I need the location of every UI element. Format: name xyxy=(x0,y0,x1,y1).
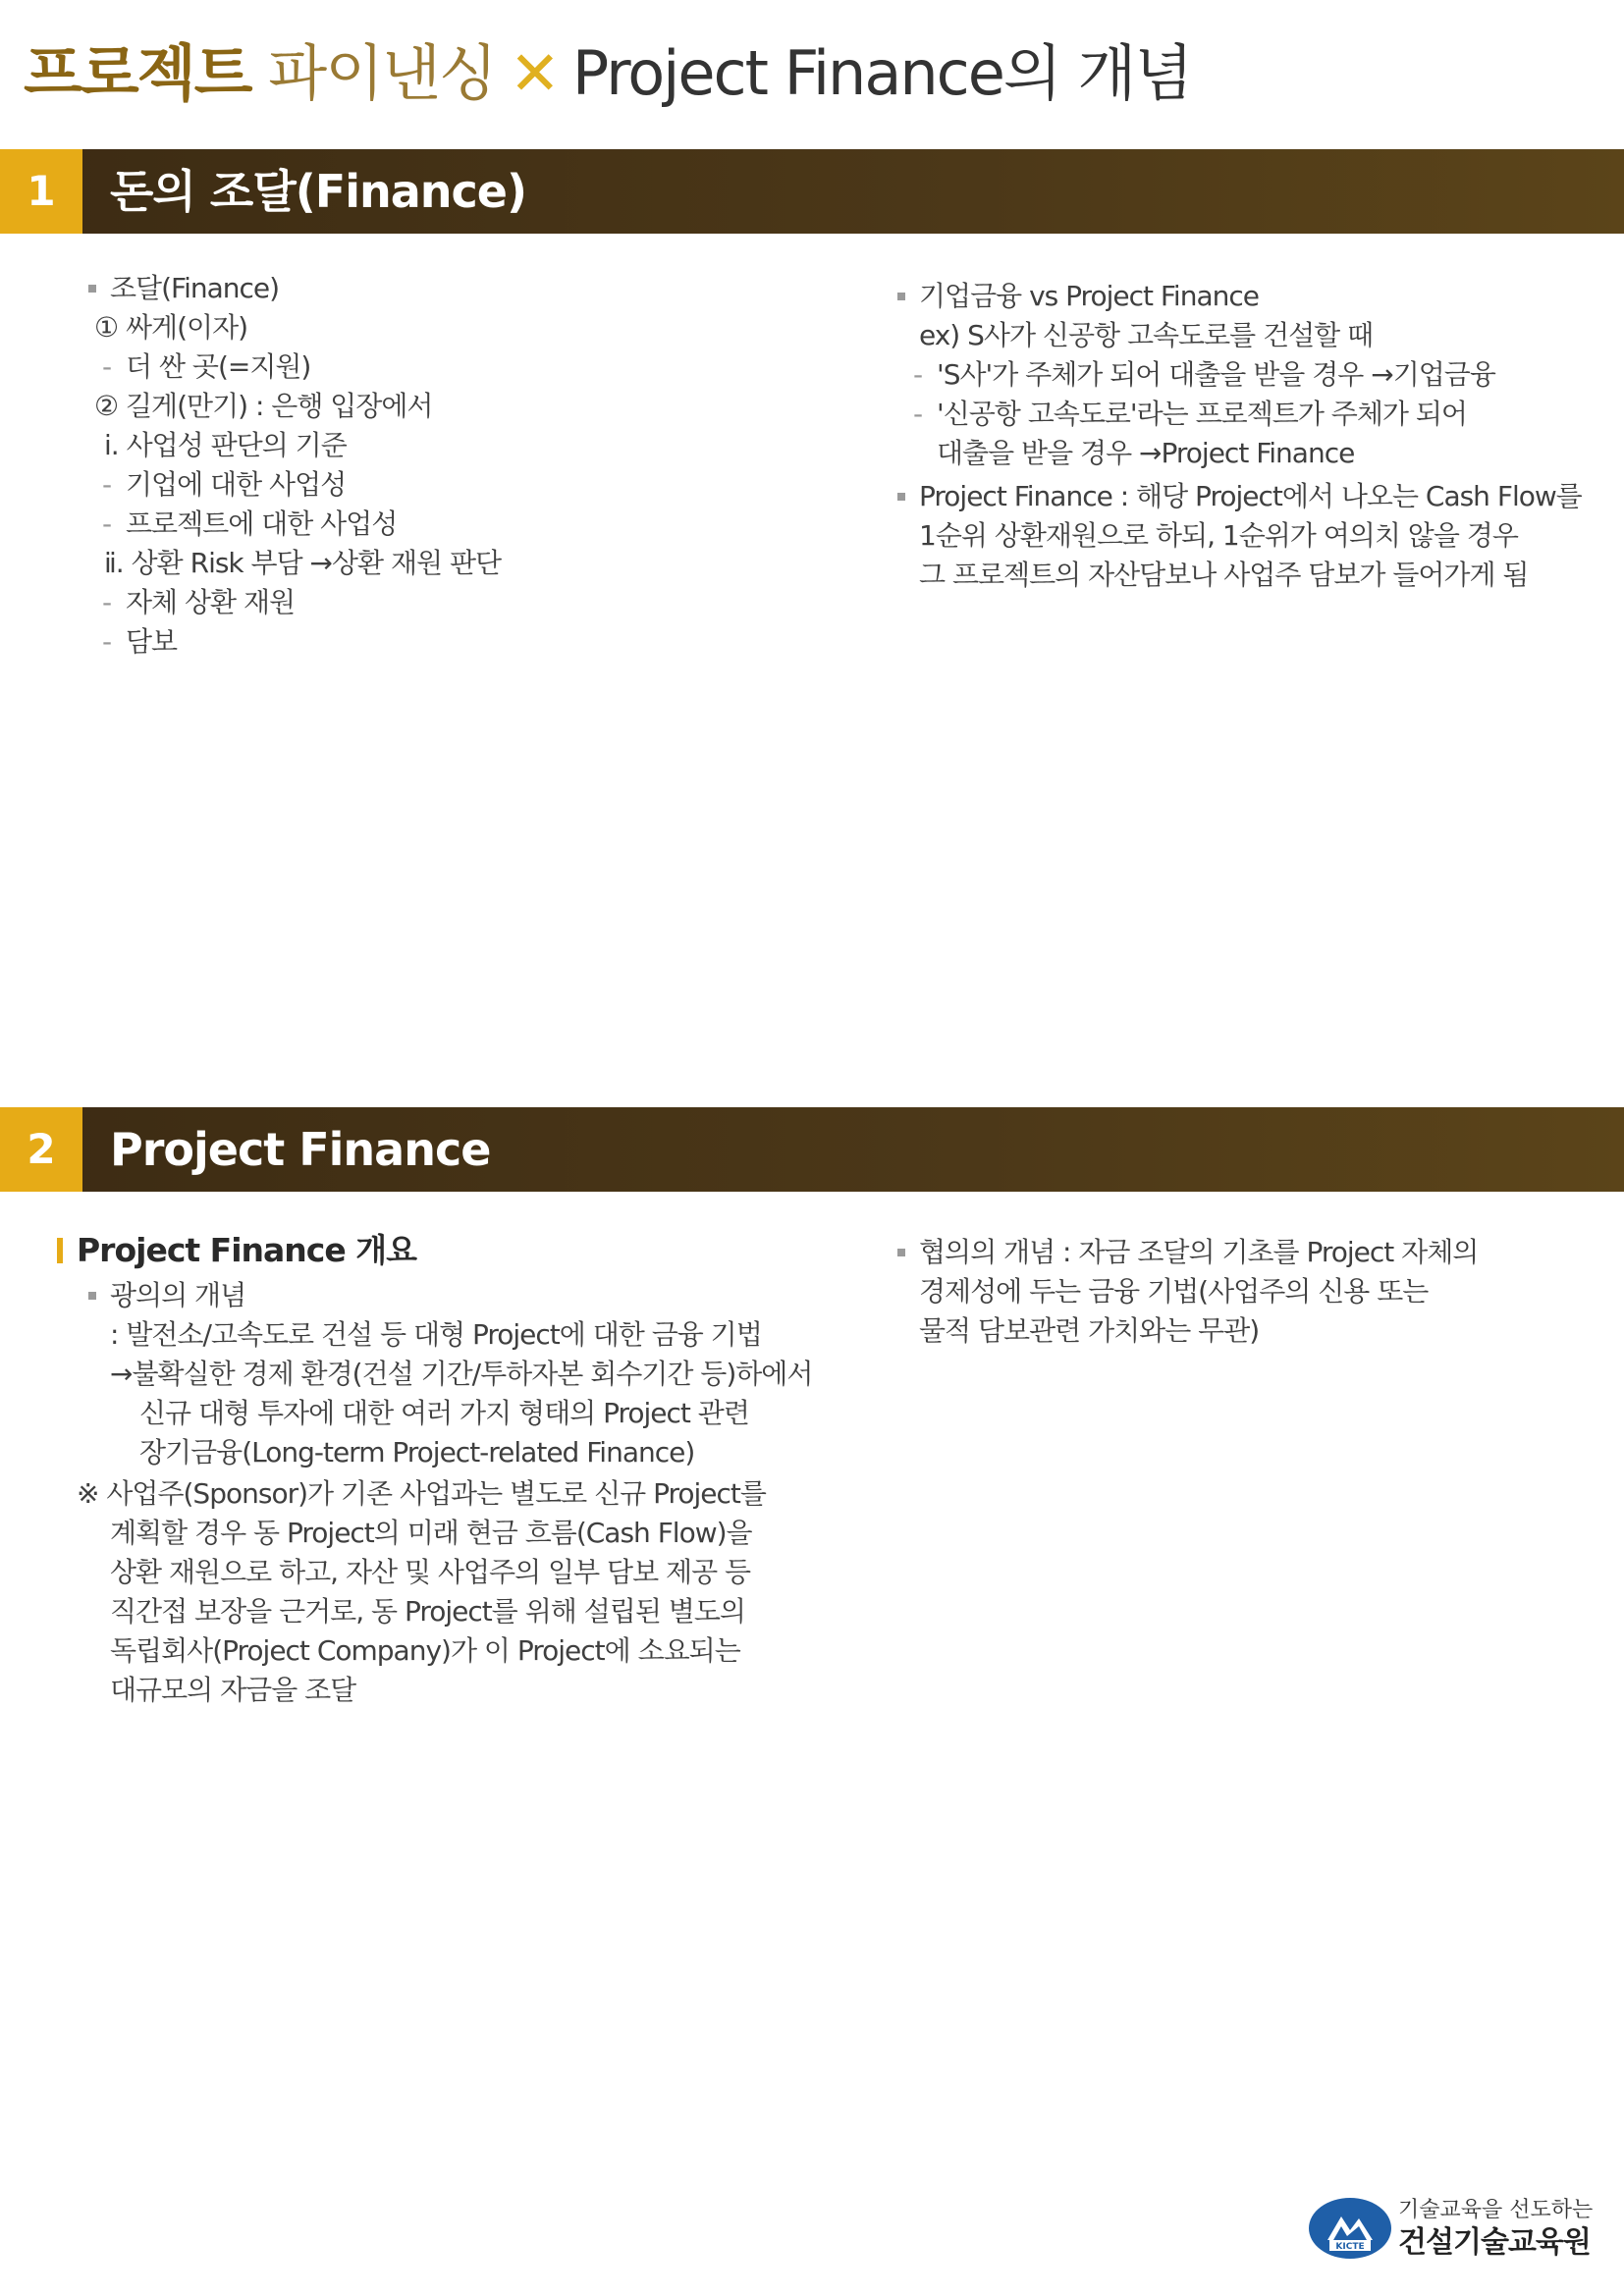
list-item: 대출을 받을 경우 →Project Finance xyxy=(937,437,1355,469)
x-icon: ✕ xyxy=(509,37,559,109)
list-item: 대규모의 자금을 조달 xyxy=(110,1674,356,1706)
list-item: ※ 사업주(Sponsor)가 기존 사업과는 별도로 신규 Project를 xyxy=(77,1477,766,1510)
title-brand: 프로젝트 xyxy=(24,37,251,109)
list-item: : 발전소/고속도로 건설 등 대형 Project에 대한 금융 기법 xyxy=(110,1318,762,1351)
list-item: 협의의 개념 : 자금 조달의 기초를 Project 자체의 xyxy=(919,1233,1478,1272)
section-1-left-column xyxy=(94,269,507,662)
list-item: 경제성에 두는 금융 기법(사업주의 신용 또는 xyxy=(919,1275,1429,1308)
logo-org-name: 건설기술교육원 xyxy=(1398,2225,1591,2260)
list-item: - 프로젝트에 대한 사업성 xyxy=(126,505,522,544)
list-item: 상환 재원으로 하고, 자산 및 사업주의 일부 담보 제공 등 xyxy=(110,1556,751,1588)
section-2-title: Project Finance xyxy=(110,1123,491,1176)
list-item: ⅰ. 사업성 판단의 기준 xyxy=(104,429,347,461)
subheading-text: Project Finance 개요 xyxy=(77,1231,416,1269)
list-item: - 더 싼 곳(=지원) xyxy=(126,347,522,387)
list-item: 직간접 보장을 근거로, 동 Project를 위해 설립된 별도의 xyxy=(110,1595,745,1628)
organization-logo xyxy=(1308,2197,1602,2268)
list-item: 물적 담보관련 가치와는 무관) xyxy=(919,1314,1260,1347)
list-item: - 담보 xyxy=(126,622,522,662)
list-item: - 자체 상환 재원 xyxy=(126,583,522,622)
section-2-right-column xyxy=(919,1233,1478,1351)
section-2-number: 2 xyxy=(0,1107,82,1192)
list-item: - 기업에 대한 사업성 xyxy=(126,465,522,505)
title-main: Project Finance의 개념 xyxy=(571,37,1192,109)
list-item: ① 싸게(이자) xyxy=(94,311,248,344)
title-sub: 파이낸싱 xyxy=(268,37,496,109)
emblem-text: KICTE xyxy=(1335,2242,1365,2252)
list-item: 독립회사(Project Company)가 이 Project에 소요되는 xyxy=(110,1634,740,1667)
list-item: - '신공항 고속도로'라는 프로젝트가 주체가 되어 xyxy=(937,395,1599,434)
list-item: ② 길게(만기) : 은행 입장에서 xyxy=(94,390,433,422)
list-item: 장기금융(Long-term Project-related Finance) xyxy=(139,1436,695,1468)
list-item: 광의의 개념 xyxy=(110,1276,812,1315)
list-item: ⅱ. 상환 Risk 부담 →상환 재원 판단 xyxy=(104,547,502,579)
list-item: 기업금융 vs Project Finance xyxy=(919,277,1582,316)
kicte-emblem-icon xyxy=(1308,2197,1392,2260)
page-title xyxy=(24,29,1191,118)
list-item: 조달(Finance) xyxy=(110,269,507,308)
list-item: ex) S사가 신공항 고속도로를 건설할 때 xyxy=(919,319,1374,351)
list-item: 신규 대형 투자에 대한 여러 가지 형태의 Project 관련 xyxy=(139,1397,749,1429)
list-item: - 'S사'가 주체가 되어 대출을 받을 경우 →기업금융 xyxy=(937,355,1599,395)
list-item: Project Finance : 해당 Project에서 나오는 Cash Flow를 xyxy=(919,477,1582,516)
section-1-right-column xyxy=(919,277,1582,595)
logo-slogan: 기술교육을 선도하는 xyxy=(1398,2198,1594,2222)
section-1-header xyxy=(0,149,1624,234)
list-item: 그 프로젝트의 자산담보나 사업주 담보가 들어가게 됨 xyxy=(919,559,1529,591)
list-item: 계획할 경우 동 Project의 미래 현금 흐름(Cash Flow)을 xyxy=(110,1517,752,1549)
list-item: →불확실한 경제 환경(건설 기간/투하자본 회수기간 등)하에서 xyxy=(110,1358,813,1390)
list-item: 1순위 상환재원으로 하되, 1순위가 여의치 않을 경우 xyxy=(919,519,1518,552)
section-1-number: 1 xyxy=(0,149,82,234)
subheading-marker xyxy=(57,1238,63,1263)
section-1-title: 돈의 조달(Finance) xyxy=(110,165,526,218)
section-2-header xyxy=(0,1107,1624,1192)
section-2-left-column xyxy=(77,1276,813,1710)
